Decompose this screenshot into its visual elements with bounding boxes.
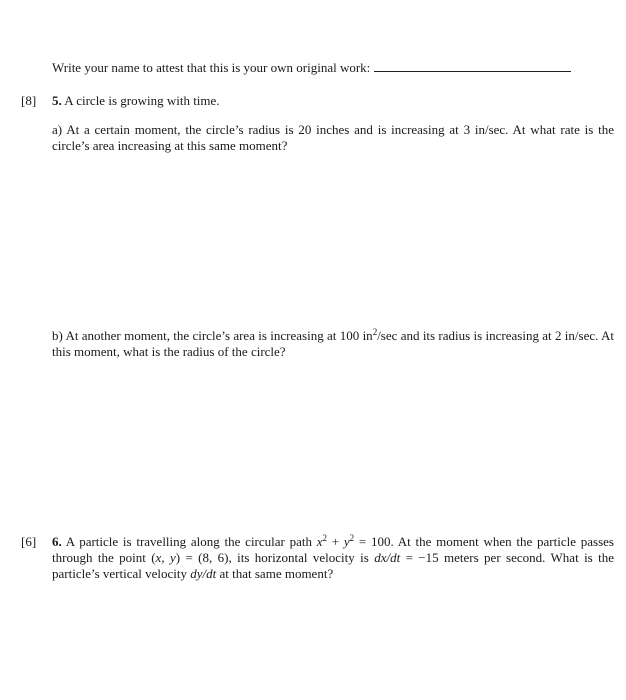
q6-math-dydt: dy/dt — [190, 566, 217, 581]
q5a-text: At a certain moment, the circle’s radius is 20 inches and is increasing at 3 in/sec. At what rate is the circle’s area increasing at this same moment? — [52, 122, 614, 153]
q6-math-dxdt: dx/dt — [374, 550, 401, 565]
q6-body — [52, 534, 614, 582]
q6-math-xy: x, y — [155, 550, 176, 565]
q5-header — [52, 93, 614, 109]
q5-points: [8] — [21, 93, 37, 108]
q5-intro: A circle is growing with time. — [64, 93, 220, 108]
q6-sup-1: 2 — [322, 533, 328, 543]
q6-plus: + — [331, 534, 340, 549]
q6-number: 6. — [52, 534, 62, 549]
q6-text-5: = −15 meters per second. What is the particle’s vertical velocity — [52, 550, 615, 581]
q6-points: [6] — [21, 534, 37, 549]
q5a-label: a) — [52, 122, 63, 137]
q6-math-x: x — [316, 534, 323, 549]
q6-text-1: A particle is travelling along the circular path — [65, 534, 312, 549]
q5b-superscript: 2 — [372, 327, 378, 337]
q6-sup-2: 2 — [349, 533, 355, 543]
name-signature-line[interactable] — [374, 58, 571, 72]
q5-number: 5. — [52, 93, 62, 108]
attest-row — [52, 58, 612, 76]
q5b-label: b) — [52, 328, 63, 343]
q6-text-3: = 100. At the moment when the particle passes through the point ( — [52, 534, 614, 565]
q5b-text-after: /sec and its radius is increasing at 2 in/sec. At this moment, what is the radius of the circle? — [52, 328, 614, 359]
q5-part-b — [52, 328, 614, 360]
attest-label: Write your name to attest that this is your own original work: — [52, 60, 371, 75]
q6-text-4: ) = (8, 6), its horizontal velocity is — [175, 550, 369, 565]
q6-text-6: at that same moment? — [219, 566, 334, 581]
q6-math-y: y — [343, 534, 350, 549]
q5b-text-before: At another moment, the circle’s area is increasing at 100 in — [65, 328, 373, 343]
q5-part-a — [52, 122, 614, 154]
